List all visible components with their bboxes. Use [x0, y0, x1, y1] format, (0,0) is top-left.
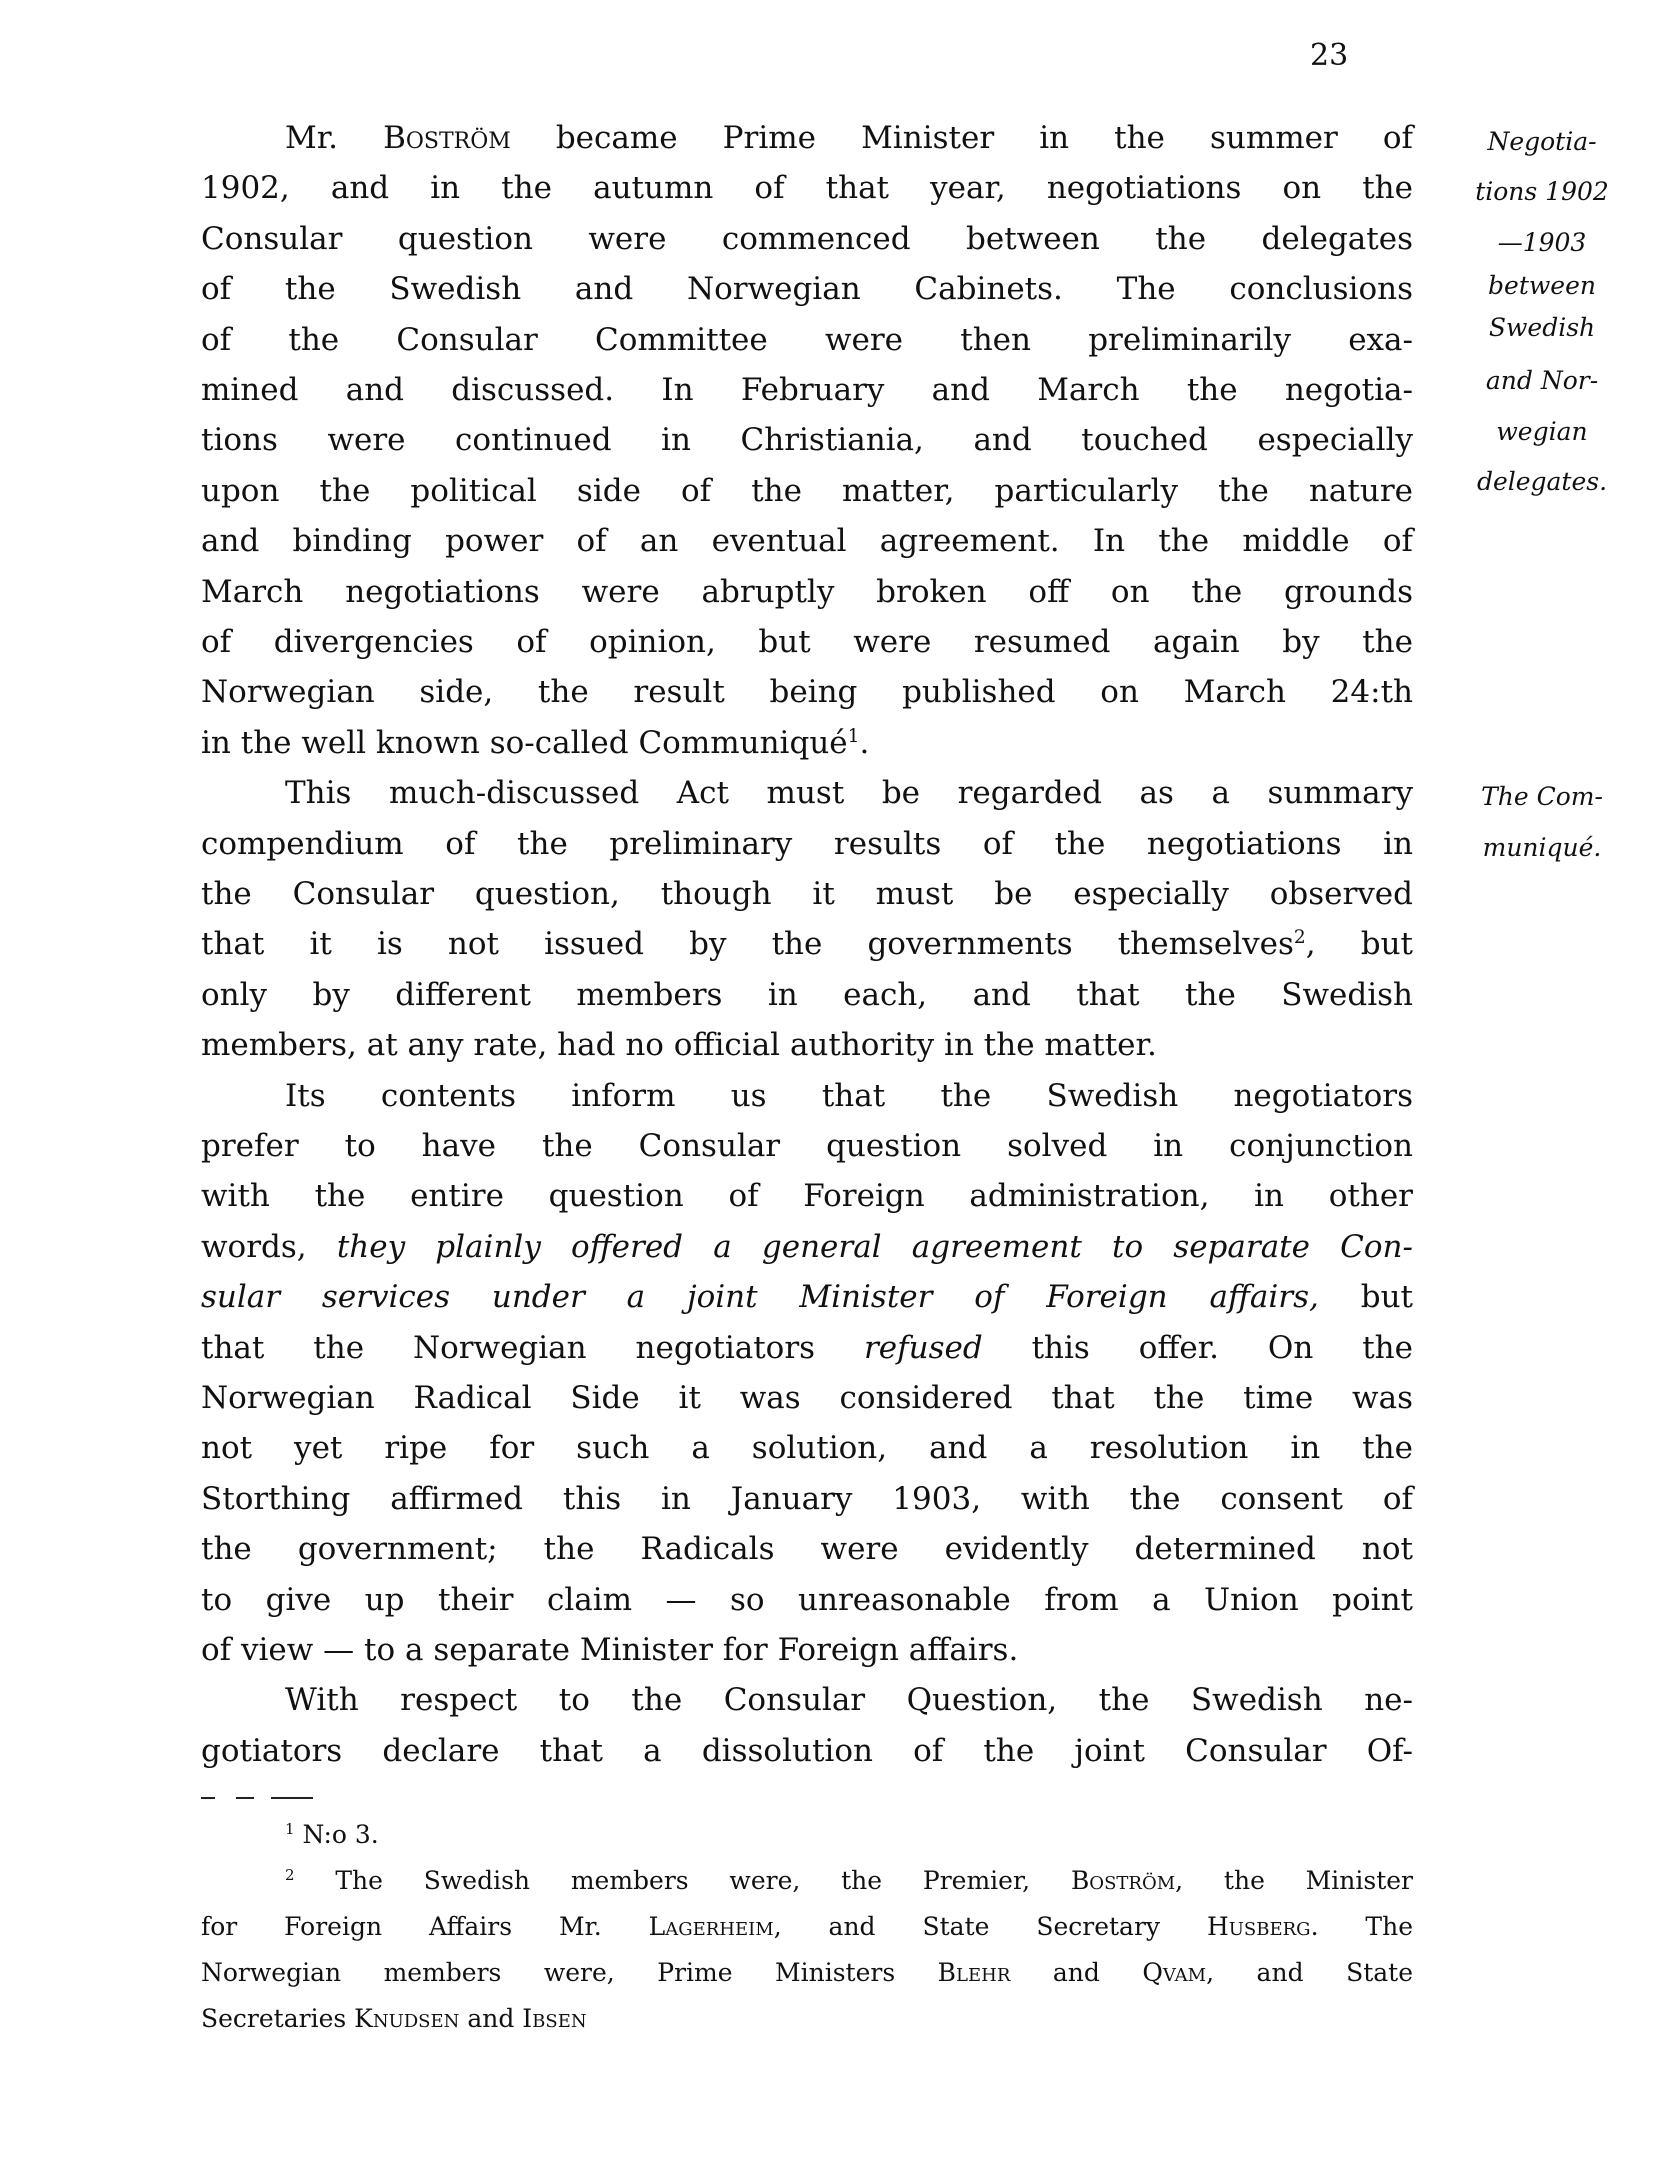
- text-run: not yet ripe for such a solution, and a resolution in the: [201, 1430, 1413, 1467]
- text-run: Norwegian Radical Side it was considered that the time was: [201, 1380, 1413, 1416]
- text-line: [285, 1680, 1413, 1720]
- text-run: words,: [201, 1228, 337, 1265]
- footnote-line: [201, 2002, 1413, 2036]
- text-line: [201, 1630, 1413, 1670]
- margin-note: —1903: [1497, 227, 1587, 257]
- text-line: [285, 773, 1413, 813]
- italic-text: sular services under a joint Minister of Foreign affairs,: [201, 1279, 1319, 1316]
- text-run: , and State Secretary: [773, 1912, 1207, 1941]
- footnote-rule-dash-2: [236, 1797, 254, 1799]
- text-run: of divergencies of opinion, but were resumed again by the: [201, 624, 1413, 660]
- text-line: [201, 672, 1413, 712]
- text-line: [201, 1176, 1413, 1216]
- text-run: This much-discussed Act must be regarded as a summary: [285, 775, 1413, 812]
- text-line: [201, 1479, 1413, 1519]
- text-run: The Swedish members were, the Premier,: [294, 1866, 1071, 1895]
- text-line: [201, 723, 1413, 763]
- text-run: and: [459, 2004, 523, 2033]
- text-line: [285, 1076, 1413, 1116]
- small-caps-name: Boström: [1070, 1866, 1176, 1895]
- text-run: Norwegian side, the result being published on March 24:th: [201, 674, 1413, 711]
- footnote-line: [201, 1910, 1413, 1944]
- text-run: , and State: [1206, 1958, 1413, 1987]
- text-line: [285, 118, 1413, 158]
- italic-text: they plainly offered a general agreement to separate Con-: [336, 1228, 1413, 1265]
- footnote-rule-dash-3: [271, 1797, 313, 1799]
- text-run: tions were continued in Christiania, and touched especially: [201, 422, 1413, 459]
- text-run: Norwegian members were, Prime Ministers: [201, 1958, 938, 1987]
- text-line: [201, 1025, 1413, 1065]
- footnote-marker: 2: [285, 1866, 295, 1884]
- footnote-line: [285, 1818, 1413, 1852]
- text-line: [201, 521, 1413, 561]
- text-line: [201, 1731, 1413, 1771]
- text-line: [201, 320, 1413, 360]
- text-run: and: [1010, 1958, 1143, 1987]
- text-run: that the Norwegian negotiators: [201, 1329, 864, 1366]
- text-line: [201, 1529, 1413, 1569]
- margin-note: between: [1488, 270, 1596, 300]
- text-run: became Prime Minister in the summer of: [510, 120, 1413, 156]
- text-run: March negotiations were abruptly broken off on the grounds: [201, 573, 1413, 610]
- text-line: [201, 975, 1413, 1015]
- text-line: [201, 924, 1413, 964]
- text-line: [201, 572, 1413, 612]
- text-run: that it is not issued by the governments themselves: [201, 926, 1294, 963]
- text-line: [201, 1428, 1413, 1468]
- text-line: [201, 269, 1413, 309]
- text-run: of the Consular Committee were then preliminarily exa-: [201, 321, 1413, 358]
- text-run: Storthing affirmed this in January 1903, with the consent of: [201, 1480, 1413, 1517]
- text-run: this offer. On the: [982, 1329, 1413, 1366]
- text-run: , but: [1305, 926, 1413, 963]
- text-run: but: [1318, 1279, 1413, 1316]
- margin-note: Swedish: [1488, 313, 1596, 343]
- text-run: to give up their claim — so unreasonable from a Union point: [201, 1581, 1413, 1618]
- text-line: [201, 420, 1413, 460]
- small-caps-name: Qvam: [1142, 1958, 1207, 1987]
- text-run: the Consular question, though it must be especially observed: [201, 876, 1413, 912]
- footnote-marker: 2: [1293, 927, 1306, 949]
- margin-note: wegian: [1496, 416, 1588, 446]
- text-line: [201, 1378, 1413, 1418]
- text-run: compendium of the preliminary results of the negotiations in: [201, 825, 1413, 862]
- small-caps-name: Lagerheim: [648, 1912, 774, 1941]
- text-line: [201, 1580, 1413, 1620]
- text-run: Consular question were commenced between the delegates: [201, 220, 1413, 257]
- footnote-rule-dash-1: [201, 1797, 215, 1799]
- page-number: 23: [1310, 38, 1349, 73]
- text-run: prefer to have the Consular question solved in conjunction: [201, 1128, 1413, 1164]
- margin-note: and Nor-: [1485, 366, 1599, 396]
- text-line: [201, 1328, 1413, 1368]
- text-run: of the Swedish and Norwegian Cabinets. The conclusions: [201, 271, 1413, 308]
- text-run: upon the political side of the matter, particularly the nature: [201, 472, 1413, 509]
- text-run: .: [859, 724, 870, 761]
- text-line: [201, 1126, 1413, 1166]
- text-line: [201, 168, 1413, 208]
- text-run: for Foreign Affairs Mr.: [201, 1912, 649, 1941]
- text-line: [201, 370, 1413, 410]
- text-run: gotiators declare that a dissolution of the joint Consular Of-: [201, 1732, 1413, 1769]
- text-line: [201, 1277, 1413, 1317]
- footnote-line: [201, 1956, 1413, 1990]
- text-run: members, at any rate, had no official authority in the matter.: [201, 1027, 1157, 1064]
- margin-note: delegates.: [1476, 467, 1608, 497]
- text-run: Secretaries: [201, 2004, 355, 2033]
- footnote-marker: 1: [285, 1820, 295, 1838]
- text-line: [201, 824, 1413, 864]
- text-run: 1902, and in the autumn of that year, negotiations on the: [201, 170, 1413, 207]
- italic-text: refused: [863, 1329, 983, 1366]
- text-run: with the entire question of Foreign administration, in other: [201, 1178, 1413, 1215]
- footnote-line: [285, 1864, 1413, 1898]
- small-caps-name: Knudsen: [354, 2004, 460, 2033]
- small-caps-name: Husberg: [1206, 1912, 1311, 1941]
- text-run: only by different members in each, and that the Swedish: [201, 976, 1413, 1013]
- text-line: [201, 1227, 1413, 1267]
- text-run: . The: [1310, 1912, 1414, 1941]
- footnote-marker: 1: [847, 725, 860, 747]
- text-run: Mr.: [285, 120, 384, 156]
- text-run: in the well known so-called Communiqué: [201, 724, 848, 761]
- margin-note: tions 1902: [1475, 177, 1609, 207]
- text-run: , the Minister: [1175, 1866, 1413, 1895]
- small-caps-name: Ibsen: [522, 2004, 587, 2033]
- text-run: and binding power of an eventual agreement. In the middle of: [201, 523, 1413, 560]
- text-run: With respect to the Consular Question, the Swedish ne-: [285, 1682, 1413, 1719]
- small-caps-name: Blehr: [937, 1958, 1011, 1987]
- margin-note: Negotia-: [1487, 127, 1597, 156]
- margin-note: muniqué.: [1482, 832, 1602, 862]
- text-line: [201, 622, 1413, 662]
- text-run: Its contents inform us that the Swedish negotiators: [285, 1077, 1413, 1114]
- text-run: of view — to a separate Minister for Foreign affairs.: [201, 1632, 1019, 1668]
- text-line: [201, 471, 1413, 511]
- text-run: mined and discussed. In February and March the negotia-: [201, 372, 1413, 408]
- text-run: N:o 3.: [294, 1820, 379, 1849]
- text-line: [201, 874, 1413, 914]
- text-line: [201, 219, 1413, 259]
- small-caps-name: Boström: [383, 120, 511, 156]
- text-run: the government; the Radicals were evidently determined not: [201, 1531, 1413, 1568]
- margin-note: The Com-: [1481, 782, 1603, 812]
